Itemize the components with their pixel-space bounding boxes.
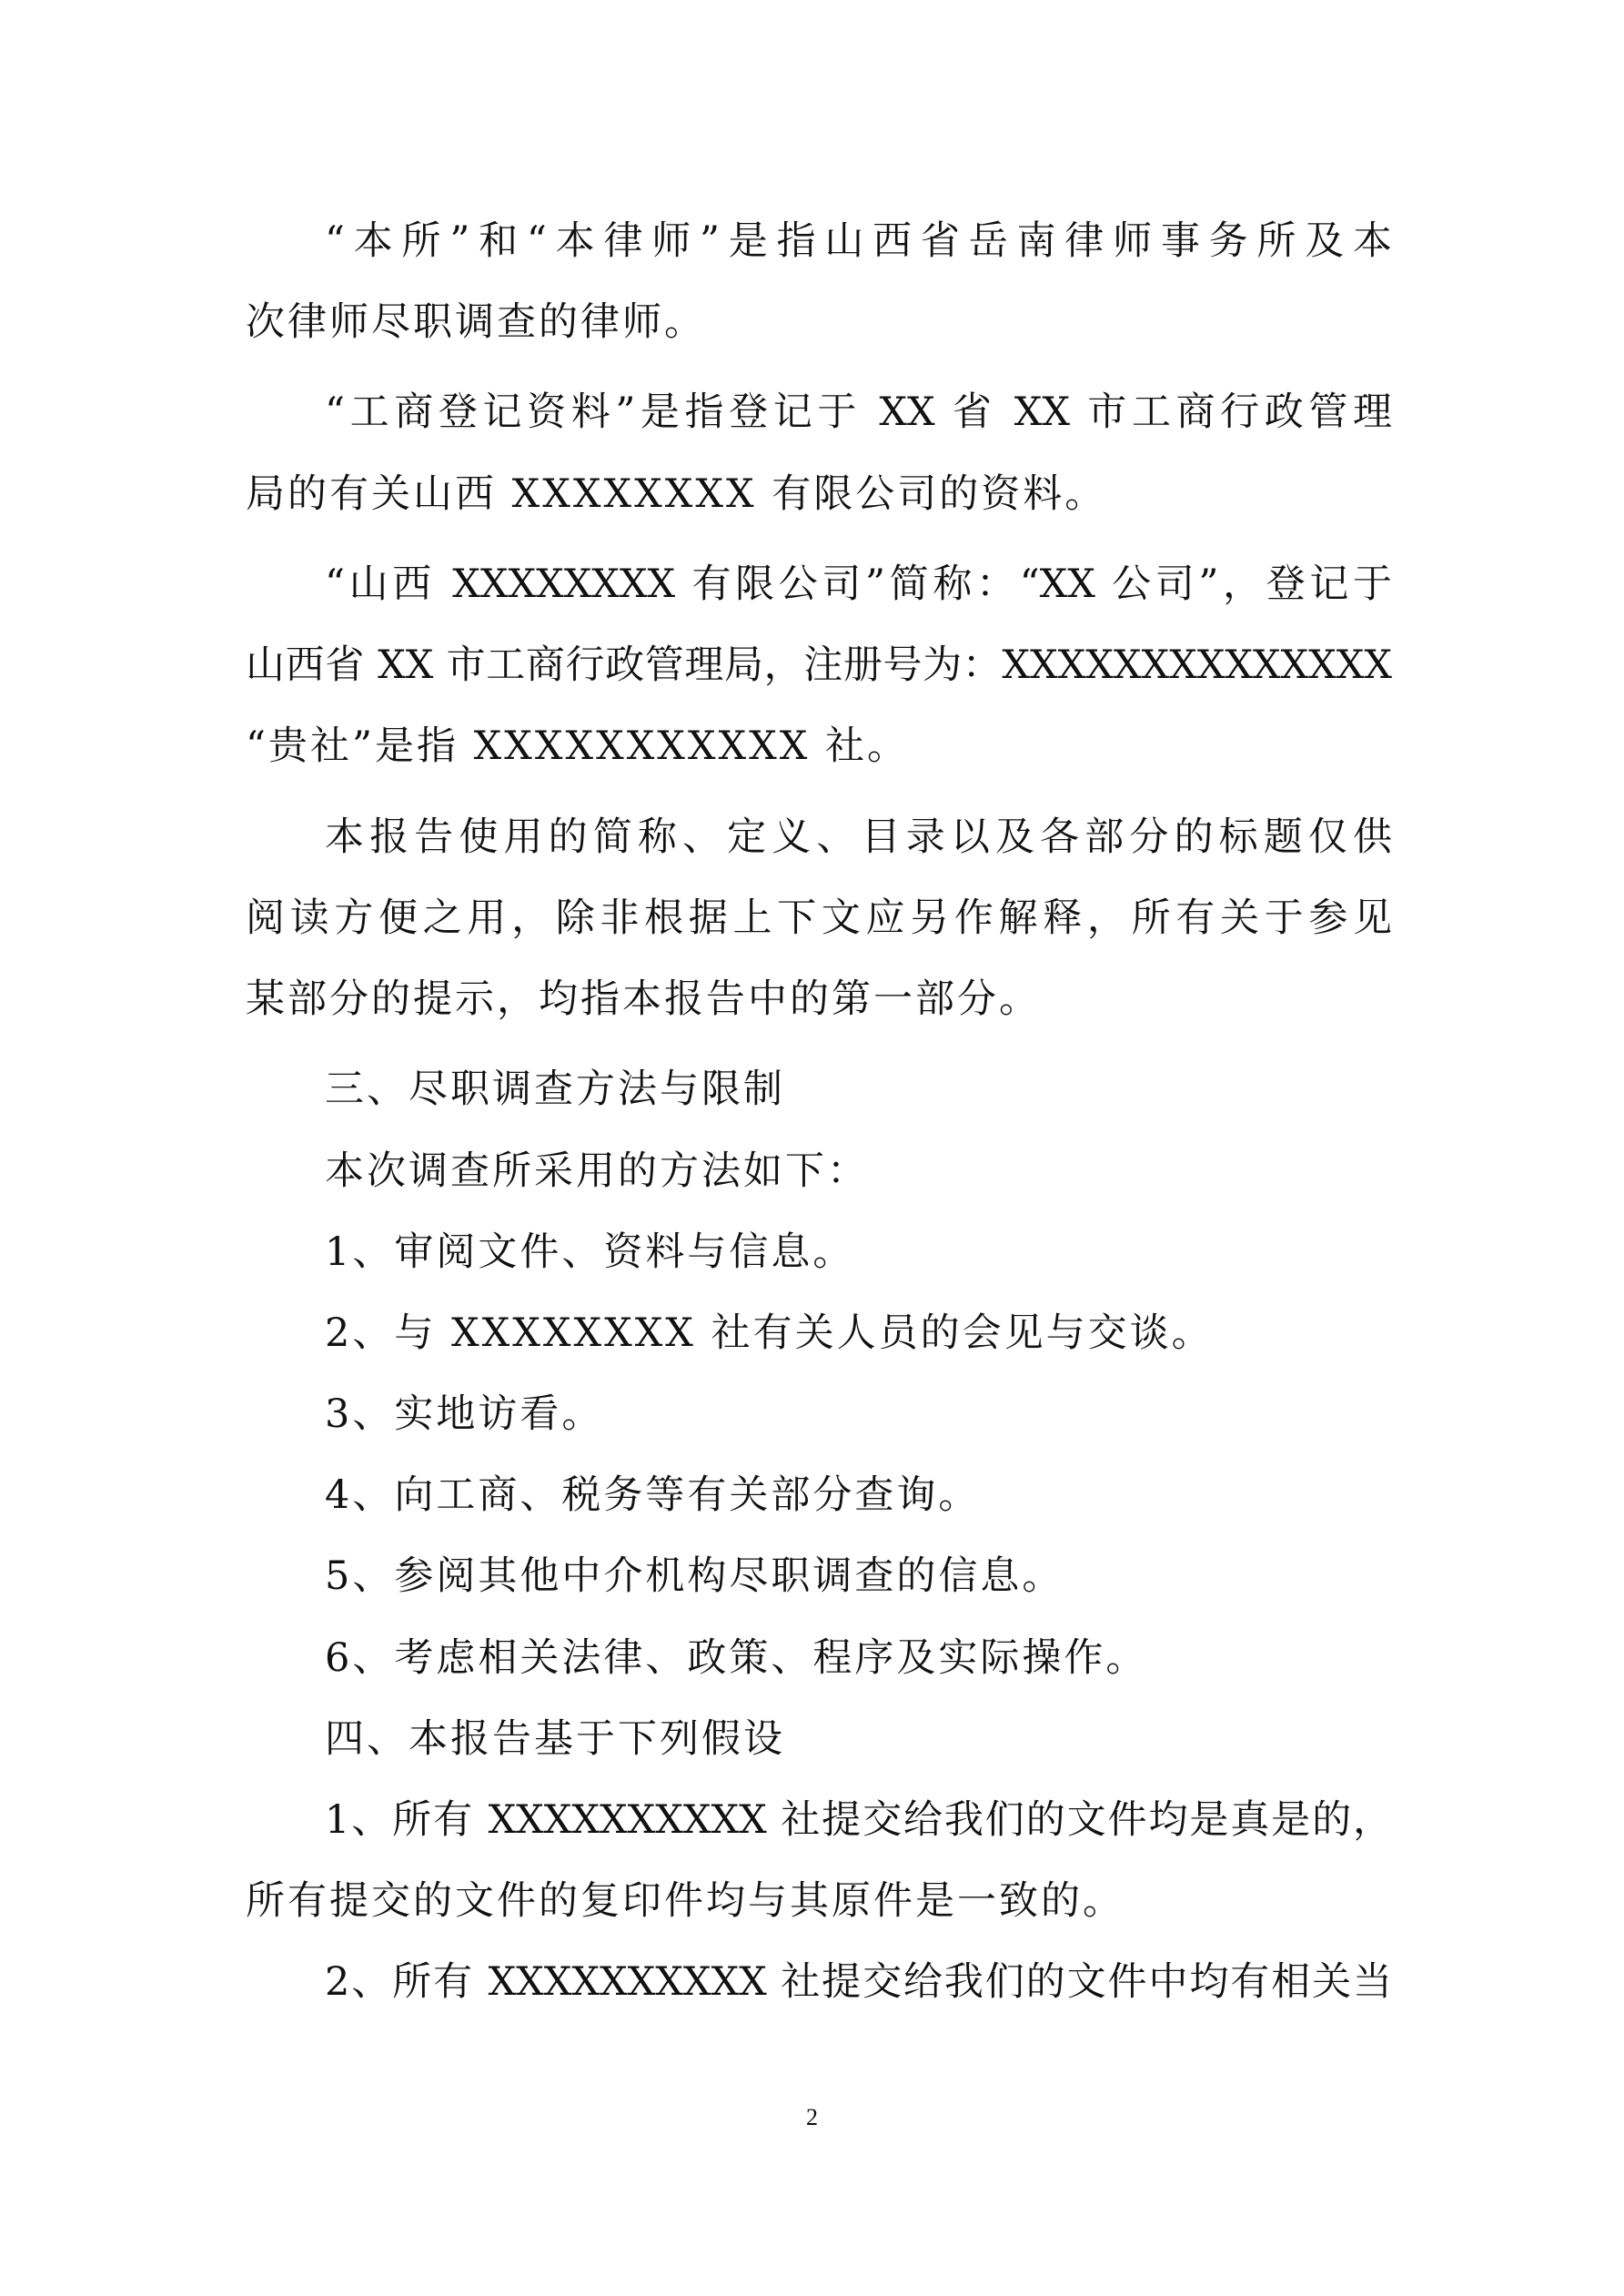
paragraph-line: 次律师尽职调查的律师。: [246, 299, 706, 345]
list-item: 2、所有 XXXXXXXXXX 社提交给我们的文件中均有相关当: [325, 1959, 1392, 2005]
section-heading: 三、尽职调查方法与限制: [325, 1067, 785, 1112]
list-item: 1、审阅文件、资料与信息。: [325, 1229, 855, 1275]
list-item: 3、实地访看。: [325, 1391, 604, 1437]
paragraph-line: 局的有关山西 XXXXXXXX 有限公司的资料。: [246, 471, 1107, 517]
list-item: 4、向工商、税务等有关部分查询。: [325, 1472, 981, 1518]
paragraph-line: 本次调查所采用的方法如下：: [325, 1148, 869, 1194]
list-item: 6、考虑相关法律、政策、程序及实际操作。: [325, 1635, 1148, 1681]
paragraph-line: “工商登记资料”是指登记于 XX 省 XX 市工商行政管理: [325, 389, 1392, 435]
list-item: 2、与 XXXXXXXX 社有关人员的会见与交谈。: [325, 1310, 1214, 1356]
paragraph-line: 山西省 XX 市工商行政管理局，注册号为：XXXXXXXXXXXXXX: [246, 642, 1392, 688]
paragraph-line: 阅读方便之用，除非根据上下文应另作解释，所有关于参见: [246, 895, 1392, 941]
paragraph-line: 本报告使用的简称、定义、目录以及各部分的标题仅供: [325, 814, 1392, 860]
list-item: 5、参阅其他中介机构尽职调查的信息。: [325, 1553, 1064, 1599]
paragraph-line: “本所”和“本律师”是指山西省岳南律师事务所及本: [325, 218, 1392, 264]
paragraph-line: “贵社”是指 XXXXXXXXXXX 社。: [246, 723, 910, 769]
paragraph-line: 所有提交的文件的复印件均与其原件是一致的。: [246, 1878, 1125, 1924]
paragraph-line: 某部分的提示，均指本报告中的第一部分。: [246, 976, 1041, 1022]
list-item: 1、所有 XXXXXXXXXX 社提交给我们的文件均是真是的，: [325, 1797, 1392, 1843]
section-heading: 四、本报告基于下列假设: [325, 1716, 785, 1762]
page-number: 2: [806, 2104, 818, 2130]
paragraph-line: “山西 XXXXXXXX 有限公司”简称：“XX 公司”，登记于: [325, 561, 1392, 607]
